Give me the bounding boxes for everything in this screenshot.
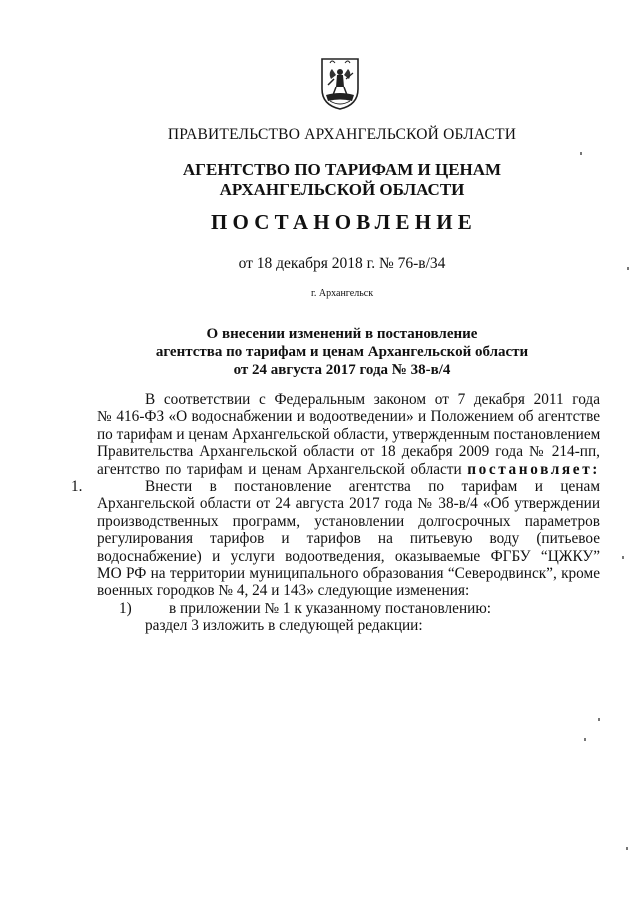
item-1-line-7: военных городков № 4, 24 и 143» следующие изменения: [97, 582, 470, 600]
document-type: ПОСТАНОВЛЕНИЕ [210, 210, 478, 234]
paragraph-1-line-3: по тарифам и ценам Архангельской области, утвержденным постановлением [97, 425, 601, 443]
agency-name-line2: АРХАНГЕЛЬСКОЙ ОБЛАСТИ [219, 180, 465, 199]
item-1-line-4: регулирования тарифов и тарифов на питьевую воду (питьевое [97, 530, 600, 548]
scan-speck [627, 267, 629, 270]
government-name: ПРАВИТЕЛЬСТВО АРХАНГЕЛЬСКОЙ ОБЛАСТИ [167, 126, 517, 143]
item-1-line-5: водоснабжение) и услуги водоотведения, оказываемые ФГБУ “ЦЖКУ” [97, 547, 600, 565]
scan-speck [598, 718, 600, 721]
agency-name [22, 160, 640, 200]
paragraph-1-line-4: Правительства Архангельской области от 18 декабря 2009 года № 214-пп, [97, 443, 600, 461]
resolution-keyword: постановляет: [467, 460, 600, 478]
sub-item-1 [97, 600, 600, 617]
scan-speck [626, 847, 628, 850]
paragraph-1-line-2: № 416-ФЗ «О водоснабжении и водоотведении» и Положением об агентстве [97, 408, 600, 426]
paragraph-1-line-5-text: агентство по тарифам и ценам Архангельской области [97, 460, 462, 478]
item-1-line-3: производственных программ, установлении долгосрочных параметров [97, 512, 600, 530]
item-1-line-1 [71, 477, 600, 495]
item-1-line-1-text: Внести в постановление агентства по тарифам и ценам [145, 477, 600, 495]
document-date-number: от 18 декабря 2018 г. № 76-в/34 [238, 255, 446, 272]
scan-speck [622, 556, 624, 559]
scan-speck [584, 738, 586, 741]
sub-item-1-number: 1) [119, 599, 132, 617]
coat-of-arms-icon [318, 55, 362, 111]
item-1-line-2: Архангельской области от 24 августа 2017 года № 38-в/4 «Об утверждении [97, 495, 600, 513]
item-1-line-6: МО РФ на территории муниципального образования “Северодвинск”, кроме [97, 564, 600, 582]
item-1-number: 1. [71, 477, 83, 495]
paragraph-1-line-5 [97, 461, 600, 478]
section-instruction: раздел 3 изложить в следующей редакции: [145, 617, 423, 635]
subject-line2: агентства по тарифам и ценам Архангельской области [155, 344, 529, 360]
sub-item-1-text: в приложении № 1 к указанному постановлению: [169, 599, 492, 617]
document-city: г. Архангельск [310, 288, 374, 299]
scan-speck [580, 152, 582, 155]
document-subject [22, 325, 640, 379]
subject-line3: от 24 августа 2017 года № 38-в/4 [233, 362, 451, 378]
paragraph-1-line-1: В соответствии с Федеральным законом от 7 декабря 2011 года [145, 391, 600, 408]
agency-name-line1: АГЕНТСТВО ПО ТАРИФАМ И ЦЕНАМ [182, 160, 502, 179]
subject-line1: О внесении изменений в постановление [206, 326, 478, 342]
document-body [71, 391, 601, 635]
